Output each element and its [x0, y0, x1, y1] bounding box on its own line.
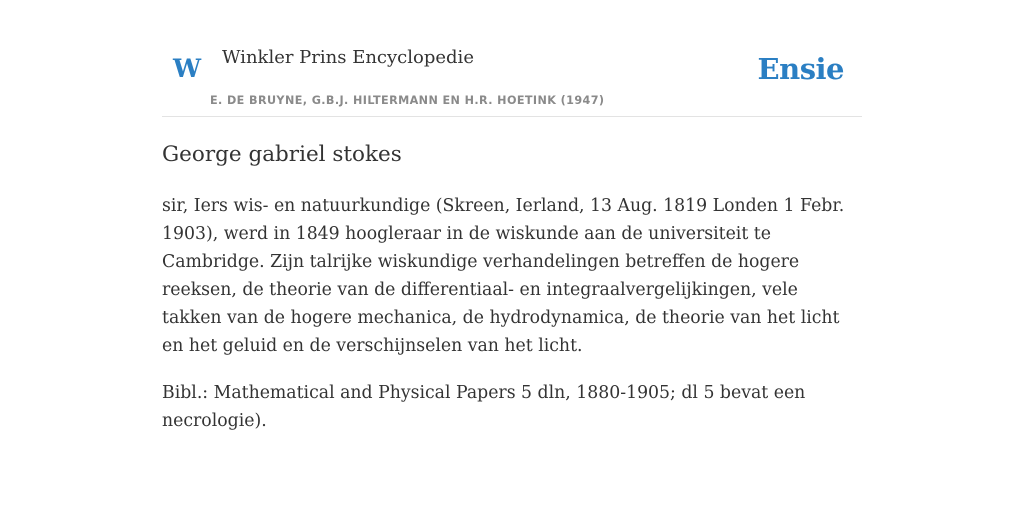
- source-header: [162, 0, 862, 117]
- source-title: Winkler Prins Encyclopedie: [222, 47, 474, 68]
- page-container: [162, 0, 862, 431]
- ensie-logo-link[interactable]: Ensie: [757, 52, 844, 86]
- source-logo-link[interactable]: W: [173, 54, 202, 83]
- entry-title: George gabriel stokes: [162, 142, 402, 167]
- entry-body: [162, 192, 862, 454]
- source-authors: E. DE BRUYNE, G.B.J. HILTERMANN EN H.R. HOETINK (1947): [210, 94, 605, 107]
- entry-bibliography: Bibl.: Mathematical and Physical Papers 5 dln, 1880-1905; dl 5 bevat een necrologie).: [162, 383, 806, 431]
- entry-paragraph: sir, Iers wis- en natuurkundige (Skreen, Ierland, 13 Aug. 1819 Londen 1 Febr. 1903), werd in 1849 hoogleraar in de wiskunde aan de universiteit te Cambridge. Zijn talrijke wiskundige verhandelingen betreffen de hogere reeksen, de theorie van de differentiaal- en integraalvergelijkingen, vele takken van de hogere mechanica, de hydrodynamica, de theorie van het licht en het geluid en de verschijnselen van het licht.: [162, 196, 845, 356]
